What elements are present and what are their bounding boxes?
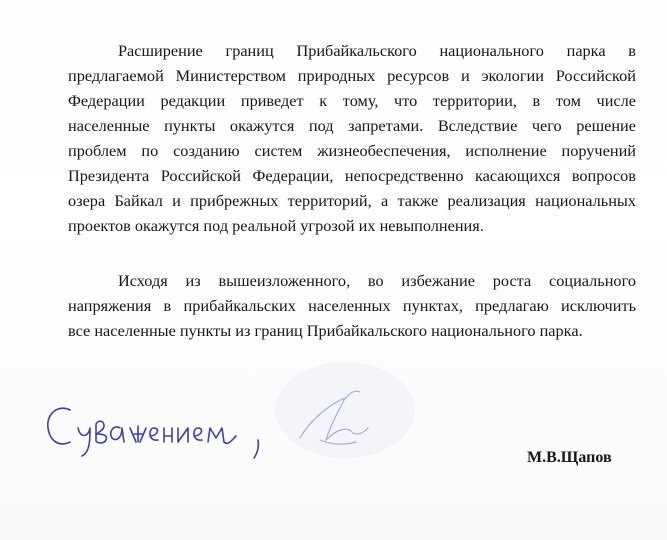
paragraph-1-line-5: проблем по созданию систем жизнеобеспечения, исполнение поручений xyxy=(68,141,636,160)
paragraph-1-line-1: Расширение границ Прибайкальского национального парка в xyxy=(118,41,636,60)
paragraph-2-line-1: Исходя из вышеизложенного, во избежание роста социального xyxy=(118,271,636,290)
paragraph-1-line-7: озера Байкал и прибрежных территорий, а также реализация национальных xyxy=(68,191,636,210)
paragraph-2-line-3: все населенные пункты из границ Прибайкальского национального парка. xyxy=(68,321,583,340)
paragraph-1-line-3: Федерации редакции приведет к тому, что территории, в том числе xyxy=(68,91,636,110)
paragraph-2-line-2: напряжения в прибайкальских населенных пунктах, предлагаю исключить xyxy=(68,296,636,315)
signatory-name: М.В.Щапов xyxy=(527,449,612,466)
paragraph-1-line-8: проектов окажутся под реальной угрозой их невыполнения. xyxy=(68,216,484,235)
handwritten-closing xyxy=(48,408,259,458)
paragraph-1-line-6: Президента Российской Федерации, непосредственно касающихся вопросов xyxy=(68,166,636,185)
paragraph-1-line-4: населенные пункты окажутся под запретами. Вследствие чего решение xyxy=(68,116,636,135)
paragraph-1-line-2: предлагаемой Министерством природных ресурсов и экологии Российской xyxy=(68,66,636,85)
